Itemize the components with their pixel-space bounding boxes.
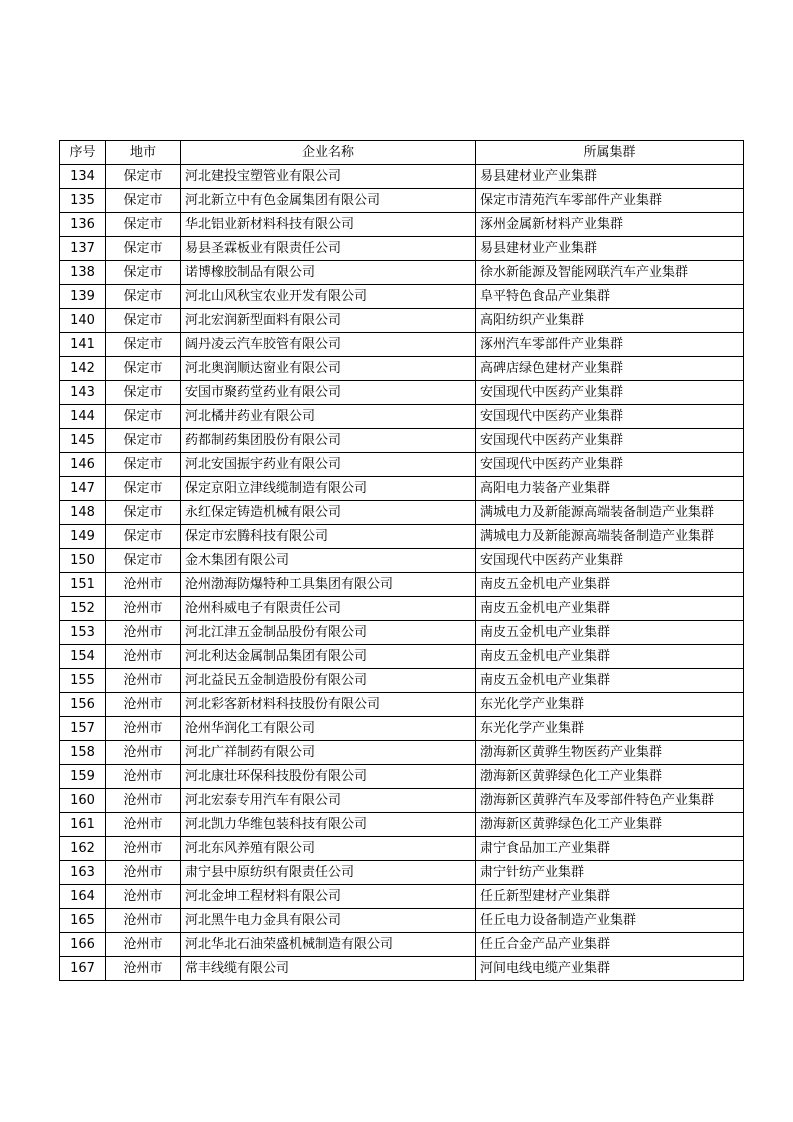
row-industry-cluster: 肃宁针纺产业集群 — [476, 861, 744, 885]
row-company-name: 诺博橡胶制品有限公司 — [181, 261, 476, 285]
row-serial-number: 159 — [60, 765, 106, 789]
row-company-name: 河北橘井药业有限公司 — [181, 405, 476, 429]
table-row — [60, 237, 744, 261]
table-row — [60, 597, 744, 621]
row-industry-cluster: 安国现代中医药产业集群 — [476, 453, 744, 477]
table-row — [60, 765, 744, 789]
table-row — [60, 429, 744, 453]
row-serial-number: 153 — [60, 621, 106, 645]
row-serial-number: 157 — [60, 717, 106, 741]
row-city: 保定市 — [106, 309, 181, 333]
row-serial-number: 139 — [60, 285, 106, 309]
row-city: 沧州市 — [106, 669, 181, 693]
row-industry-cluster: 安国现代中医药产业集群 — [476, 429, 744, 453]
row-company-name: 保定京阳立津线缆制造有限公司 — [181, 477, 476, 501]
row-industry-cluster: 任丘合金产品产业集群 — [476, 933, 744, 957]
row-industry-cluster: 南皮五金机电产业集群 — [476, 621, 744, 645]
row-company-name: 沧州科威电子有限责任公司 — [181, 597, 476, 621]
header-industry-cluster: 所属集群 — [476, 141, 744, 165]
row-serial-number: 155 — [60, 669, 106, 693]
row-city: 保定市 — [106, 549, 181, 573]
row-industry-cluster: 南皮五金机电产业集群 — [476, 645, 744, 669]
row-company-name: 安国市聚药堂药业有限公司 — [181, 381, 476, 405]
row-city: 保定市 — [106, 405, 181, 429]
row-company-name: 河北黑牛电力金具有限公司 — [181, 909, 476, 933]
row-industry-cluster: 高碑店绿色建材产业集群 — [476, 357, 744, 381]
row-serial-number: 138 — [60, 261, 106, 285]
row-industry-cluster: 高阳电力装备产业集群 — [476, 477, 744, 501]
row-serial-number: 140 — [60, 309, 106, 333]
row-city: 保定市 — [106, 477, 181, 501]
enterprise-table — [59, 140, 744, 981]
row-industry-cluster: 阜平特色食品产业集群 — [476, 285, 744, 309]
row-industry-cluster: 满城电力及新能源高端装备制造产业集群 — [476, 525, 744, 549]
row-city: 沧州市 — [106, 957, 181, 981]
row-company-name: 河北华北石油荣盛机械制造有限公司 — [181, 933, 476, 957]
row-company-name: 永红保定铸造机械有限公司 — [181, 501, 476, 525]
row-serial-number: 146 — [60, 453, 106, 477]
table-row — [60, 261, 744, 285]
table-row — [60, 645, 744, 669]
row-industry-cluster: 东光化学产业集群 — [476, 717, 744, 741]
table-row — [60, 669, 744, 693]
row-industry-cluster: 南皮五金机电产业集群 — [476, 597, 744, 621]
row-industry-cluster: 易县建材业产业集群 — [476, 237, 744, 261]
row-city: 沧州市 — [106, 597, 181, 621]
row-city: 保定市 — [106, 165, 181, 189]
row-serial-number: 165 — [60, 909, 106, 933]
row-city: 保定市 — [106, 237, 181, 261]
table-row — [60, 621, 744, 645]
table-row — [60, 933, 744, 957]
row-city: 保定市 — [106, 381, 181, 405]
row-company-name: 易县圣霖板业有限责任公司 — [181, 237, 476, 261]
row-company-name: 河北凯力华维包装科技有限公司 — [181, 813, 476, 837]
row-city: 保定市 — [106, 525, 181, 549]
row-company-name: 河北广祥制药有限公司 — [181, 741, 476, 765]
table-row — [60, 333, 744, 357]
row-city: 保定市 — [106, 501, 181, 525]
row-serial-number: 162 — [60, 837, 106, 861]
row-serial-number: 164 — [60, 885, 106, 909]
row-serial-number: 152 — [60, 597, 106, 621]
table-row — [60, 861, 744, 885]
row-industry-cluster: 南皮五金机电产业集群 — [476, 573, 744, 597]
table-row — [60, 957, 744, 981]
row-city: 保定市 — [106, 429, 181, 453]
row-serial-number: 148 — [60, 501, 106, 525]
row-city: 沧州市 — [106, 765, 181, 789]
table-row — [60, 453, 744, 477]
row-industry-cluster: 任丘新型建材产业集群 — [476, 885, 744, 909]
table-row — [60, 741, 744, 765]
table-row — [60, 285, 744, 309]
row-serial-number: 149 — [60, 525, 106, 549]
table-row — [60, 213, 744, 237]
table-row — [60, 789, 744, 813]
row-serial-number: 166 — [60, 933, 106, 957]
row-company-name: 沧州渤海防爆特种工具集团有限公司 — [181, 573, 476, 597]
row-company-name: 河北东风养殖有限公司 — [181, 837, 476, 861]
row-company-name: 河北利达金属制品集团有限公司 — [181, 645, 476, 669]
row-company-name: 沧州华润化工有限公司 — [181, 717, 476, 741]
row-industry-cluster: 河间电线电缆产业集群 — [476, 957, 744, 981]
row-industry-cluster: 易县建材业产业集群 — [476, 165, 744, 189]
row-industry-cluster: 南皮五金机电产业集群 — [476, 669, 744, 693]
row-company-name: 华北铝业新材料科技有限公司 — [181, 213, 476, 237]
row-industry-cluster: 安国现代中医药产业集群 — [476, 381, 744, 405]
row-serial-number: 151 — [60, 573, 106, 597]
row-serial-number: 134 — [60, 165, 106, 189]
row-company-name: 河北彩客新材料科技股份有限公司 — [181, 693, 476, 717]
table-row — [60, 525, 744, 549]
row-serial-number: 142 — [60, 357, 106, 381]
table-row — [60, 381, 744, 405]
row-company-name: 河北宏润新型面料有限公司 — [181, 309, 476, 333]
row-city: 保定市 — [106, 453, 181, 477]
row-city: 沧州市 — [106, 789, 181, 813]
row-serial-number: 144 — [60, 405, 106, 429]
row-serial-number: 163 — [60, 861, 106, 885]
row-industry-cluster: 任丘电力设备制造产业集群 — [476, 909, 744, 933]
row-serial-number: 154 — [60, 645, 106, 669]
row-serial-number: 135 — [60, 189, 106, 213]
table-body — [60, 165, 744, 981]
header-company-name: 企业名称 — [181, 141, 476, 165]
row-serial-number: 136 — [60, 213, 106, 237]
row-industry-cluster: 渤海新区黄骅绿色化工产业集群 — [476, 813, 744, 837]
row-company-name: 肃宁县中原纺织有限责任公司 — [181, 861, 476, 885]
row-city: 沧州市 — [106, 813, 181, 837]
row-company-name: 阔丹凌云汽车胶管有限公司 — [181, 333, 476, 357]
table-row — [60, 885, 744, 909]
table-row — [60, 189, 744, 213]
row-city: 保定市 — [106, 189, 181, 213]
table-row — [60, 813, 744, 837]
row-company-name: 常丰线缆有限公司 — [181, 957, 476, 981]
row-company-name: 河北宏泰专用汽车有限公司 — [181, 789, 476, 813]
row-serial-number: 167 — [60, 957, 106, 981]
row-serial-number: 141 — [60, 333, 106, 357]
row-industry-cluster: 高阳纺织产业集群 — [476, 309, 744, 333]
row-industry-cluster: 渤海新区黄骅汽车及零部件特色产业集群 — [476, 789, 744, 813]
row-company-name: 河北建投宝塑管业有限公司 — [181, 165, 476, 189]
table-row — [60, 501, 744, 525]
table-row — [60, 573, 744, 597]
row-city: 沧州市 — [106, 741, 181, 765]
row-serial-number: 145 — [60, 429, 106, 453]
table-row — [60, 357, 744, 381]
table-row — [60, 165, 744, 189]
row-city: 保定市 — [106, 285, 181, 309]
row-city: 保定市 — [106, 261, 181, 285]
row-serial-number: 143 — [60, 381, 106, 405]
row-industry-cluster: 渤海新区黄骅绿色化工产业集群 — [476, 765, 744, 789]
table-row — [60, 405, 744, 429]
row-industry-cluster: 安国现代中医药产业集群 — [476, 549, 744, 573]
table-row — [60, 837, 744, 861]
row-serial-number: 150 — [60, 549, 106, 573]
row-serial-number: 147 — [60, 477, 106, 501]
row-industry-cluster: 涿州金属新材料产业集群 — [476, 213, 744, 237]
row-company-name: 河北奥润顺达窗业有限公司 — [181, 357, 476, 381]
row-city: 沧州市 — [106, 885, 181, 909]
row-serial-number: 156 — [60, 693, 106, 717]
row-city: 沧州市 — [106, 573, 181, 597]
header-city: 地市 — [106, 141, 181, 165]
row-serial-number: 161 — [60, 813, 106, 837]
row-industry-cluster: 东光化学产业集群 — [476, 693, 744, 717]
row-company-name: 河北金坤工程材料有限公司 — [181, 885, 476, 909]
header-serial-number: 序号 — [60, 141, 106, 165]
row-city: 沧州市 — [106, 909, 181, 933]
row-serial-number: 160 — [60, 789, 106, 813]
row-industry-cluster: 安国现代中医药产业集群 — [476, 405, 744, 429]
table-row — [60, 549, 744, 573]
row-company-name: 河北安国振宇药业有限公司 — [181, 453, 476, 477]
row-company-name: 河北益民五金制造股份有限公司 — [181, 669, 476, 693]
row-city: 保定市 — [106, 333, 181, 357]
row-company-name: 保定市宏腾科技有限公司 — [181, 525, 476, 549]
table-row — [60, 309, 744, 333]
table-row — [60, 717, 744, 741]
row-city: 沧州市 — [106, 645, 181, 669]
table-row — [60, 477, 744, 501]
row-industry-cluster: 渤海新区黄骅生物医药产业集群 — [476, 741, 744, 765]
row-company-name: 金木集团有限公司 — [181, 549, 476, 573]
row-company-name: 河北新立中有色金属集团有限公司 — [181, 189, 476, 213]
row-industry-cluster: 徐水新能源及智能网联汽车产业集群 — [476, 261, 744, 285]
row-city: 沧州市 — [106, 717, 181, 741]
row-city: 保定市 — [106, 357, 181, 381]
row-industry-cluster: 肃宁食品加工产业集群 — [476, 837, 744, 861]
row-serial-number: 158 — [60, 741, 106, 765]
row-company-name: 药都制药集团股份有限公司 — [181, 429, 476, 453]
table-row — [60, 693, 744, 717]
row-company-name: 河北康壮环保科技股份有限公司 — [181, 765, 476, 789]
row-city: 沧州市 — [106, 621, 181, 645]
table-header-row — [60, 141, 744, 165]
row-industry-cluster: 保定市清苑汽车零部件产业集群 — [476, 189, 744, 213]
row-company-name: 河北山风秋宝农业开发有限公司 — [181, 285, 476, 309]
table-row — [60, 909, 744, 933]
row-city: 沧州市 — [106, 861, 181, 885]
row-company-name: 河北江津五金制品股份有限公司 — [181, 621, 476, 645]
row-industry-cluster: 满城电力及新能源高端装备制造产业集群 — [476, 501, 744, 525]
row-city: 保定市 — [106, 213, 181, 237]
row-serial-number: 137 — [60, 237, 106, 261]
row-industry-cluster: 涿州汽车零部件产业集群 — [476, 333, 744, 357]
row-city: 沧州市 — [106, 693, 181, 717]
row-city: 沧州市 — [106, 837, 181, 861]
row-city: 沧州市 — [106, 933, 181, 957]
